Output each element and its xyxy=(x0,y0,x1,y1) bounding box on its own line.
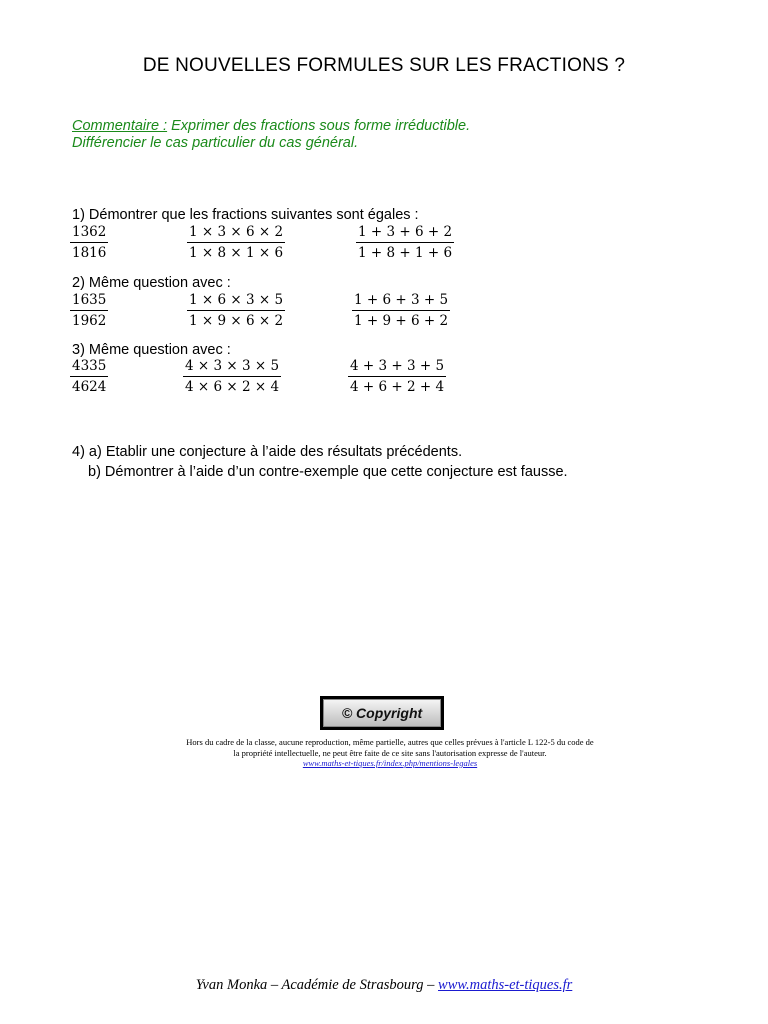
question-4b-text: b) Démontrer à l’aide d’un contre-exemple que cette conjecture est fausse. xyxy=(88,464,568,480)
fraction-numerator: 1 + 6 + 3 + 5 xyxy=(354,292,449,308)
fraction-denominator: 4 × 6 × 2 × 4 xyxy=(185,379,280,395)
comment-block xyxy=(72,118,470,152)
fraction-numerator: 1362 xyxy=(72,224,107,240)
comment-line-2: Différencier le cas particulier du cas général. xyxy=(72,135,359,151)
fraction-numerator: 1 × 6 × 3 × 5 xyxy=(189,292,284,308)
footer-author: Yvan Monka – Académie de Strasbourg – xyxy=(195,977,439,993)
fraction-denominator: 4624 xyxy=(72,379,107,395)
copyright-badge-label: © Copyright xyxy=(323,699,441,727)
fraction-denominator: 1 + 9 + 6 + 2 xyxy=(354,313,449,329)
q1-fraction-3 xyxy=(356,224,454,262)
fraction-denominator: 4 + 6 + 2 + 4 xyxy=(350,379,445,395)
legal-mentions-link[interactable]: www.maths-et-tiques.fr/index.php/mentions-legales xyxy=(302,758,478,768)
copyright-badge xyxy=(320,696,444,730)
q2-fraction-2 xyxy=(187,292,285,330)
q3-fraction-2 xyxy=(183,358,281,396)
q2-fraction-1 xyxy=(70,292,108,330)
fraction-bar xyxy=(352,310,450,311)
fraction-bar xyxy=(70,310,108,311)
fraction-denominator: 1 + 8 + 1 + 6 xyxy=(358,245,453,261)
fraction-bar xyxy=(183,376,281,377)
footer-site-link[interactable]: www.maths-et-tiques.fr xyxy=(438,977,573,993)
fraction-numerator: 1 × 3 × 6 × 2 xyxy=(189,224,284,240)
question-4a-text: 4) a) Etablir une conjecture à l’aide des résultats précédents. xyxy=(72,444,463,460)
q1-fraction-2 xyxy=(187,224,285,262)
fraction-numerator: 4 + 3 + 3 + 5 xyxy=(350,358,445,374)
fraction-numerator: 4335 xyxy=(72,358,107,374)
q3-fraction-3 xyxy=(348,358,446,396)
question-4 xyxy=(72,442,568,482)
fraction-bar xyxy=(356,242,454,243)
q1-fraction-1 xyxy=(70,224,108,262)
q3-fraction-1 xyxy=(70,358,108,396)
fraction-bar xyxy=(187,242,285,243)
fraction-bar xyxy=(70,242,108,243)
question-3-text: 3) Même question avec : xyxy=(72,342,231,358)
question-2-text: 2) Même question avec : xyxy=(72,275,231,291)
fraction-numerator: 4 × 3 × 3 × 5 xyxy=(185,358,280,374)
legal-notice-line-2: la propriété intellectuelle, ne peut être faite de ce site sans l'autorisation expresse de l'auteur. xyxy=(233,747,547,758)
fraction-denominator: 1962 xyxy=(72,313,107,329)
fraction-bar xyxy=(70,376,108,377)
fraction-denominator: 1816 xyxy=(72,245,107,261)
fraction-denominator: 1 × 9 × 6 × 2 xyxy=(189,313,284,329)
comment-line-1: Exprimer des fractions sous forme irréductible. xyxy=(167,118,471,134)
question-1-text: 1) Démontrer que les fractions suivantes sont égales : xyxy=(72,207,419,223)
legal-notice xyxy=(140,737,640,769)
fraction-numerator: 1 + 3 + 6 + 2 xyxy=(358,224,453,240)
legal-notice-line-1: Hors du cadre de la classe, aucune reproduction, même partielle, autres que celles prévues à l'article L 122-5 du code de xyxy=(186,737,594,747)
fraction-bar xyxy=(187,310,285,311)
comment-label: Commentaire : xyxy=(72,118,168,134)
page-footer xyxy=(0,977,768,994)
q2-fraction-3 xyxy=(352,292,450,330)
fraction-bar xyxy=(348,376,446,377)
page-title: DE NOUVELLES FORMULES SUR LES FRACTIONS ? xyxy=(142,55,626,76)
fraction-numerator: 1635 xyxy=(72,292,107,308)
fraction-denominator: 1 × 8 × 1 × 6 xyxy=(189,245,284,261)
